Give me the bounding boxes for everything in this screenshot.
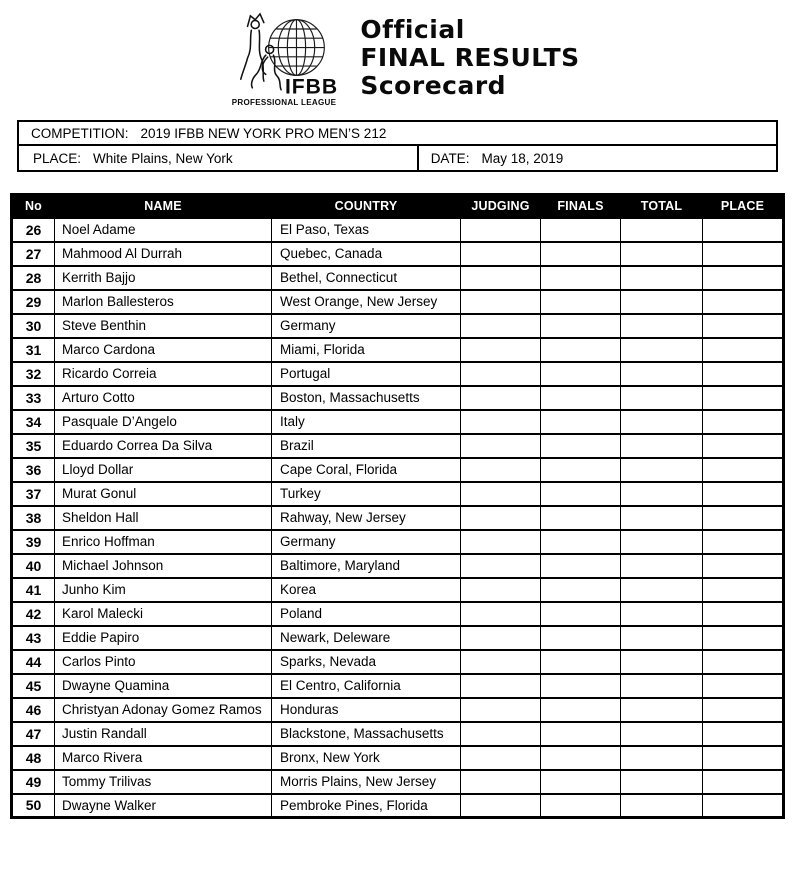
place-result-cell bbox=[703, 650, 784, 674]
total-score-cell bbox=[621, 554, 703, 578]
scorecard-title bbox=[360, 12, 579, 100]
logo-ifbb-text: IFBB bbox=[285, 75, 339, 99]
competitor-number: 50 bbox=[12, 794, 55, 818]
competitor-country: Poland bbox=[272, 602, 461, 626]
table-row bbox=[12, 338, 784, 362]
table-row bbox=[12, 698, 784, 722]
title-line-final-results: FINAL RESULTS bbox=[360, 43, 580, 72]
competitor-name: Carlos Pinto bbox=[55, 650, 272, 674]
finals-score-cell bbox=[541, 482, 621, 506]
competitor-country: Newark, Deleware bbox=[272, 626, 461, 650]
results-table-header bbox=[12, 195, 784, 218]
competitor-number: 42 bbox=[12, 602, 55, 626]
competitor-name: Marco Cardona bbox=[55, 338, 272, 362]
competitor-name: Sheldon Hall bbox=[55, 506, 272, 530]
place-result-cell bbox=[703, 554, 784, 578]
finals-score-cell bbox=[541, 218, 621, 242]
finals-score-cell bbox=[541, 674, 621, 698]
judging-score-cell bbox=[461, 794, 541, 818]
competitor-number: 33 bbox=[12, 386, 55, 410]
results-table bbox=[10, 193, 785, 819]
place-result-cell bbox=[703, 746, 784, 770]
results-table-body bbox=[12, 218, 784, 818]
competitor-name: Ricardo Correia bbox=[55, 362, 272, 386]
competitor-country: Turkey bbox=[272, 482, 461, 506]
table-row bbox=[12, 770, 784, 794]
place-label: PLACE: bbox=[33, 150, 82, 166]
place-value: White Plains, New York bbox=[93, 150, 233, 166]
competitor-number: 38 bbox=[12, 506, 55, 530]
total-score-cell bbox=[621, 482, 703, 506]
competitor-number: 28 bbox=[12, 266, 55, 290]
competitor-number: 26 bbox=[12, 218, 55, 242]
judging-score-cell bbox=[461, 770, 541, 794]
place-result-cell bbox=[703, 578, 784, 602]
place-result-cell bbox=[703, 506, 784, 530]
total-score-cell bbox=[621, 698, 703, 722]
competitor-country: Morris Plains, New Jersey bbox=[272, 770, 461, 794]
competitor-name: Christyan Adonay Gomez Ramos bbox=[55, 698, 272, 722]
finals-score-cell bbox=[541, 266, 621, 290]
competitor-country: Bronx, New York bbox=[272, 746, 461, 770]
total-score-cell bbox=[621, 602, 703, 626]
table-row bbox=[12, 506, 784, 530]
competitor-name: Pasquale D’Angelo bbox=[55, 410, 272, 434]
competitor-country: Boston, Massachusetts bbox=[272, 386, 461, 410]
total-score-cell bbox=[621, 410, 703, 434]
competitor-country: Honduras bbox=[272, 698, 461, 722]
finals-score-cell bbox=[541, 626, 621, 650]
judging-score-cell bbox=[461, 746, 541, 770]
title-line-scorecard: Scorecard bbox=[360, 71, 507, 100]
competitor-number: 36 bbox=[12, 458, 55, 482]
ifbb-logo bbox=[220, 12, 348, 108]
place-result-cell bbox=[703, 722, 784, 746]
finals-score-cell bbox=[541, 602, 621, 626]
judging-score-cell bbox=[461, 290, 541, 314]
competitor-number: 29 bbox=[12, 290, 55, 314]
finals-score-cell bbox=[541, 410, 621, 434]
table-row bbox=[12, 290, 784, 314]
finals-score-cell bbox=[541, 434, 621, 458]
ifbb-logo-graphic bbox=[220, 12, 348, 108]
finals-score-cell bbox=[541, 650, 621, 674]
place-result-cell bbox=[703, 674, 784, 698]
total-score-cell bbox=[621, 218, 703, 242]
place-result-cell bbox=[703, 338, 784, 362]
judging-score-cell bbox=[461, 482, 541, 506]
place-result-cell bbox=[703, 794, 784, 818]
total-score-cell bbox=[621, 266, 703, 290]
total-score-cell bbox=[621, 434, 703, 458]
place-date-row bbox=[19, 146, 776, 170]
competitor-country: Cape Coral, Florida bbox=[272, 458, 461, 482]
competition-info-box bbox=[17, 120, 778, 172]
competitor-name: Steve Benthin bbox=[55, 314, 272, 338]
competitor-country: Bethel, Connecticut bbox=[272, 266, 461, 290]
judging-score-cell bbox=[461, 434, 541, 458]
competitor-name: Murat Gonul bbox=[55, 482, 272, 506]
finals-score-cell bbox=[541, 458, 621, 482]
competitor-name: Lloyd Dollar bbox=[55, 458, 272, 482]
table-row bbox=[12, 626, 784, 650]
total-score-cell bbox=[621, 338, 703, 362]
judging-score-cell bbox=[461, 410, 541, 434]
competitor-country: Miami, Florida bbox=[272, 338, 461, 362]
total-score-cell bbox=[621, 362, 703, 386]
finals-score-cell bbox=[541, 290, 621, 314]
competitor-country: Italy bbox=[272, 410, 461, 434]
judging-score-cell bbox=[461, 674, 541, 698]
competitor-name: Marco Rivera bbox=[55, 746, 272, 770]
judging-score-cell bbox=[461, 530, 541, 554]
table-row bbox=[12, 482, 784, 506]
place-cell bbox=[19, 146, 419, 170]
competitor-number: 41 bbox=[12, 578, 55, 602]
competitor-country: Blackstone, Massachusetts bbox=[272, 722, 461, 746]
competitor-country: Sparks, Nevada bbox=[272, 650, 461, 674]
competitor-country: El Paso, Texas bbox=[272, 218, 461, 242]
table-row bbox=[12, 650, 784, 674]
competitor-country: Pembroke Pines, Florida bbox=[272, 794, 461, 818]
competitor-number: 45 bbox=[12, 674, 55, 698]
judging-score-cell bbox=[461, 362, 541, 386]
competitor-number: 46 bbox=[12, 698, 55, 722]
total-score-cell bbox=[621, 578, 703, 602]
competitor-number: 39 bbox=[12, 530, 55, 554]
finals-score-cell bbox=[541, 578, 621, 602]
judging-score-cell bbox=[461, 722, 541, 746]
total-score-cell bbox=[621, 290, 703, 314]
table-row bbox=[12, 602, 784, 626]
judging-score-cell bbox=[461, 602, 541, 626]
place-result-cell bbox=[703, 266, 784, 290]
total-score-cell bbox=[621, 650, 703, 674]
competitor-number: 43 bbox=[12, 626, 55, 650]
place-result-cell bbox=[703, 770, 784, 794]
competition-value: 2019 IFBB NEW YORK PRO MEN’S 212 bbox=[140, 125, 387, 141]
column-header-finals: FINALS bbox=[541, 195, 621, 218]
total-score-cell bbox=[621, 386, 703, 410]
place-result-cell bbox=[703, 434, 784, 458]
competitor-number: 32 bbox=[12, 362, 55, 386]
table-row bbox=[12, 458, 784, 482]
finals-score-cell bbox=[541, 242, 621, 266]
competitor-country: Baltimore, Maryland bbox=[272, 554, 461, 578]
competitor-country: Korea bbox=[272, 578, 461, 602]
competitor-name: Karol Malecki bbox=[55, 602, 272, 626]
total-score-cell bbox=[621, 530, 703, 554]
competitor-country: Brazil bbox=[272, 434, 461, 458]
globe-icon bbox=[269, 20, 325, 76]
finals-score-cell bbox=[541, 386, 621, 410]
competitor-name: Junho Kim bbox=[55, 578, 272, 602]
date-value: May 18, 2019 bbox=[481, 150, 564, 166]
column-header-judging: JUDGING bbox=[461, 195, 541, 218]
title-line-official: Official bbox=[360, 15, 465, 44]
judging-score-cell bbox=[461, 578, 541, 602]
finals-score-cell bbox=[541, 338, 621, 362]
place-result-cell bbox=[703, 458, 784, 482]
total-score-cell bbox=[621, 314, 703, 338]
column-header-no: No bbox=[12, 195, 55, 218]
total-score-cell bbox=[621, 626, 703, 650]
finals-score-cell bbox=[541, 746, 621, 770]
table-row bbox=[12, 314, 784, 338]
place-result-cell bbox=[703, 362, 784, 386]
column-header-total: TOTAL bbox=[621, 195, 703, 218]
finals-score-cell bbox=[541, 698, 621, 722]
judging-score-cell bbox=[461, 698, 541, 722]
table-row bbox=[12, 218, 784, 242]
total-score-cell bbox=[621, 746, 703, 770]
place-result-cell bbox=[703, 386, 784, 410]
competitor-number: 31 bbox=[12, 338, 55, 362]
table-row bbox=[12, 242, 784, 266]
competition-label: COMPETITION: bbox=[31, 125, 129, 141]
competitor-number: 37 bbox=[12, 482, 55, 506]
competitor-number: 30 bbox=[12, 314, 55, 338]
place-result-cell bbox=[703, 626, 784, 650]
judging-score-cell bbox=[461, 242, 541, 266]
competitor-country: El Centro, California bbox=[272, 674, 461, 698]
place-result-cell bbox=[703, 410, 784, 434]
competition-row bbox=[19, 122, 776, 146]
competitor-number: 34 bbox=[12, 410, 55, 434]
place-result-cell bbox=[703, 698, 784, 722]
competitor-name: Kerrith Bajjo bbox=[55, 266, 272, 290]
judging-score-cell bbox=[461, 314, 541, 338]
finals-score-cell bbox=[541, 506, 621, 530]
place-result-cell bbox=[703, 602, 784, 626]
competitor-name: Mahmood Al Durrah bbox=[55, 242, 272, 266]
column-header-country: COUNTRY bbox=[272, 195, 461, 218]
finals-score-cell bbox=[541, 554, 621, 578]
table-row bbox=[12, 794, 784, 818]
table-row bbox=[12, 266, 784, 290]
judging-score-cell bbox=[461, 266, 541, 290]
table-row bbox=[12, 746, 784, 770]
competitor-number: 48 bbox=[12, 746, 55, 770]
competitor-name: Justin Randall bbox=[55, 722, 272, 746]
competitor-name: Dwayne Walker bbox=[55, 794, 272, 818]
finals-score-cell bbox=[541, 530, 621, 554]
table-row bbox=[12, 410, 784, 434]
competitor-country: Rahway, New Jersey bbox=[272, 506, 461, 530]
total-score-cell bbox=[621, 770, 703, 794]
competitor-number: 49 bbox=[12, 770, 55, 794]
competitor-number: 35 bbox=[12, 434, 55, 458]
competitor-name: Arturo Cotto bbox=[55, 386, 272, 410]
competitor-name: Eduardo Correa Da Silva bbox=[55, 434, 272, 458]
brand-header bbox=[0, 0, 800, 120]
date-cell bbox=[419, 146, 776, 170]
table-row bbox=[12, 674, 784, 698]
competitor-country: Germany bbox=[272, 530, 461, 554]
date-label: DATE: bbox=[430, 150, 470, 166]
competitor-country: West Orange, New Jersey bbox=[272, 290, 461, 314]
competitor-name: Dwayne Quamina bbox=[55, 674, 272, 698]
table-row bbox=[12, 530, 784, 554]
finals-score-cell bbox=[541, 770, 621, 794]
place-result-cell bbox=[703, 290, 784, 314]
place-result-cell bbox=[703, 242, 784, 266]
finals-score-cell bbox=[541, 722, 621, 746]
table-row bbox=[12, 362, 784, 386]
total-score-cell bbox=[621, 506, 703, 530]
place-result-cell bbox=[703, 530, 784, 554]
judging-score-cell bbox=[461, 650, 541, 674]
column-header-place: PLACE bbox=[703, 195, 784, 218]
total-score-cell bbox=[621, 722, 703, 746]
total-score-cell bbox=[621, 242, 703, 266]
judging-score-cell bbox=[461, 626, 541, 650]
total-score-cell bbox=[621, 794, 703, 818]
competitor-name: Noel Adame bbox=[55, 218, 272, 242]
judging-score-cell bbox=[461, 218, 541, 242]
judging-score-cell bbox=[461, 458, 541, 482]
competitor-name: Tommy Trilivas bbox=[55, 770, 272, 794]
competitor-name: Marlon Ballesteros bbox=[55, 290, 272, 314]
judging-score-cell bbox=[461, 386, 541, 410]
competitor-number: 44 bbox=[12, 650, 55, 674]
competitor-name: Eddie Papiro bbox=[55, 626, 272, 650]
finals-score-cell bbox=[541, 314, 621, 338]
place-result-cell bbox=[703, 218, 784, 242]
competitor-number: 40 bbox=[12, 554, 55, 578]
table-row bbox=[12, 578, 784, 602]
competitor-number: 27 bbox=[12, 242, 55, 266]
competitor-country: Germany bbox=[272, 314, 461, 338]
place-result-cell bbox=[703, 482, 784, 506]
competitor-number: 47 bbox=[12, 722, 55, 746]
judging-score-cell bbox=[461, 338, 541, 362]
judging-score-cell bbox=[461, 506, 541, 530]
table-row bbox=[12, 554, 784, 578]
finals-score-cell bbox=[541, 362, 621, 386]
finals-score-cell bbox=[541, 794, 621, 818]
competitor-name: Enrico Hoffman bbox=[55, 530, 272, 554]
competitor-country: Quebec, Canada bbox=[272, 242, 461, 266]
competitor-country: Portugal bbox=[272, 362, 461, 386]
table-row bbox=[12, 386, 784, 410]
place-result-cell bbox=[703, 314, 784, 338]
bodybuilder-figures-icon bbox=[241, 14, 281, 90]
logo-professional-league-text: PROFESSIONAL LEAGUE bbox=[232, 98, 337, 108]
judging-score-cell bbox=[461, 554, 541, 578]
table-row bbox=[12, 434, 784, 458]
total-score-cell bbox=[621, 458, 703, 482]
table-row bbox=[12, 722, 784, 746]
competitor-name: Michael Johnson bbox=[55, 554, 272, 578]
total-score-cell bbox=[621, 674, 703, 698]
column-header-name: NAME bbox=[55, 195, 272, 218]
